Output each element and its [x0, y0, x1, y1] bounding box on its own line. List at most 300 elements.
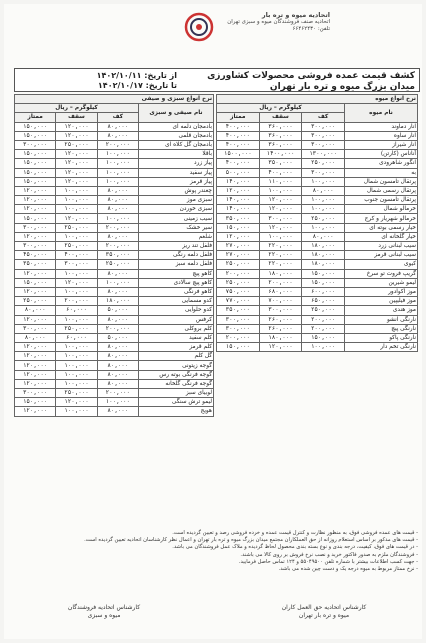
table-row [15, 150, 214, 159]
price-premium: ۱۵۰,۰۰۰ [217, 343, 260, 352]
table-row [15, 177, 214, 186]
price-premium: ۲۷۰,۰۰۰ [217, 251, 260, 260]
price-min: ۲۵۰,۰۰۰ [302, 159, 345, 168]
item-name: پرتقال تامسون جنوب [345, 196, 418, 205]
note-line: - فروشندگان ملزم به صدور فاکتور خرید و نصب نرخ فروش بر روی کالا می باشند. [240, 551, 418, 558]
price-min: ۸۰,۰۰۰ [97, 269, 138, 278]
price-premium: ۱۲۰,۰۰۰ [15, 361, 56, 370]
item-name: کلم قرمز [139, 343, 214, 352]
item-name: نارنگی پیچ [345, 324, 418, 333]
price-premium: ۷۷۰,۰۰۰ [217, 297, 260, 306]
item-name: خرمالو شمال [345, 205, 418, 214]
price-max: ۱۰۰,۰۰۰ [56, 315, 97, 324]
price-premium: ۱۲۰,۰۰۰ [15, 407, 56, 416]
price-max: ۳۰۰,۰۰۰ [56, 260, 97, 269]
price-premium: ۳۰۰,۰۰۰ [217, 315, 260, 324]
price-premium: ۴۵۰,۰۰۰ [15, 251, 56, 260]
sheet-title-block [175, 71, 415, 93]
table-row [15, 379, 214, 388]
item-name: سیب لبنانی قرمز [345, 251, 418, 260]
veg-col-min: کف [97, 113, 138, 122]
table-row [15, 343, 214, 352]
price-min: ۱۰۰,۰۰۰ [97, 159, 138, 168]
item-name: انگور شاهرودی [345, 159, 418, 168]
price-premium: ۳۰۰,۰۰۰ [15, 389, 56, 398]
table-row [15, 159, 214, 168]
sheet-title: کشف قیمت عمده فروشی محصولات کشاورزی [207, 71, 415, 81]
table-row [217, 333, 418, 342]
veg-col-premium: ممتاز [15, 113, 56, 122]
item-name: موز فیلیپین [345, 297, 418, 306]
table-row [15, 269, 214, 278]
table-row [15, 287, 214, 296]
table-row [217, 278, 418, 287]
price-max: ۲۲۰,۰۰۰ [259, 260, 302, 269]
table-row [15, 370, 214, 379]
price-premium: ۳۰۰,۰۰۰ [15, 140, 56, 149]
table-row [15, 196, 214, 205]
item-name: باقلا [139, 150, 214, 159]
price-max: ۱۰۰,۰۰۰ [56, 205, 97, 214]
price-max: ۴۰۰,۰۰۰ [56, 251, 97, 260]
item-name: سبزی خوردن [139, 205, 214, 214]
item-name: پیاز سفید [139, 168, 214, 177]
price-premium: ۲۵۰,۰۰۰ [15, 297, 56, 306]
table-row [217, 186, 418, 195]
price-premium: ۲۵۰,۰۰۰ [217, 278, 260, 287]
price-premium: ۱۲۰,۰۰۰ [15, 352, 56, 361]
table-row [15, 131, 214, 140]
note-line: - جهت کسب اطلاعات بیشتر با شماره تلفن ۵۵۰۴۹۵۰۰ و ۱۲۴ تماس حاصل فرمایید. [238, 558, 418, 565]
price-min: ۸۰,۰۰۰ [97, 370, 138, 379]
price-max: ۲۰۰,۰۰۰ [56, 297, 97, 306]
item-name: خرمالو شهریار و کرج [345, 214, 418, 223]
fruit-price-table [216, 94, 418, 352]
price-min: ۱۸۰,۰۰۰ [97, 297, 138, 306]
price-max: ۲۶۰,۰۰۰ [259, 324, 302, 333]
table-row [15, 278, 214, 287]
price-premium: ۱۵۰۰,۰۰۰ [217, 150, 260, 159]
table-row [217, 205, 418, 214]
table-row [15, 315, 214, 324]
price-max: ۱۰۰,۰۰۰ [56, 379, 97, 388]
price-max: ۱۲۰,۰۰۰ [56, 398, 97, 407]
item-name: لیمو ترش سنگی [139, 398, 214, 407]
price-min: ۱۸۰,۰۰۰ [302, 260, 345, 269]
price-min: ۳۰۰,۰۰۰ [302, 122, 345, 131]
table-row [217, 177, 418, 186]
note-line: - قیمت های عمده فروشی فوق، به منظور نظارت و کنترل قیمت عمده و خرده فروشی رصد و تعیین گردیده است. [172, 530, 418, 536]
to-date: ۱۴۰۲/۱۰/۱۷ [97, 81, 143, 90]
price-min: ۸۰,۰۰۰ [97, 361, 138, 370]
price-premium: ۱۴۰,۰۰۰ [217, 177, 260, 186]
table-row [217, 122, 418, 131]
item-name: سیب لبنانی زرد [345, 242, 418, 251]
fruit-col-premium: ممتاز [217, 113, 260, 122]
price-max: ۳۶۰,۰۰۰ [259, 122, 302, 131]
item-name: سیب زمینی [139, 214, 214, 223]
to-date-line [17, 81, 177, 91]
item-name: کاهو فرنگی [139, 287, 214, 296]
price-premium: ۱۲۰,۰۰۰ [15, 315, 56, 324]
price-max: ۲۵۰,۰۰۰ [56, 140, 97, 149]
org-line2: تلفن: ۶۶۴۶۲۴۳۰ [292, 26, 330, 32]
item-name: فلفل دلمه سبز [139, 260, 214, 269]
table-row [15, 232, 214, 241]
price-max: ۱۰۰,۰۰۰ [56, 361, 97, 370]
price-min: ۸۰,۰۰۰ [97, 131, 138, 140]
price-max: ۱۰۰,۰۰۰ [56, 407, 97, 416]
from-date: ۱۴۰۲/۱۰/۱۱ [96, 71, 142, 80]
price-premium: ۱۲۰,۰۰۰ [15, 232, 56, 241]
item-name: خیار گلخانه ای [345, 232, 418, 241]
table-row [217, 269, 418, 278]
price-min: ۱۰۰,۰۰۰ [97, 168, 138, 177]
item-name: چغندر پوش [139, 186, 214, 195]
price-min: ۱۰۰,۰۰۰ [302, 177, 345, 186]
price-min: ۸۰,۰۰۰ [97, 343, 138, 352]
org-line1: اتحادیه صنف فروشندگان میوه و سبزی تهران [227, 19, 330, 25]
price-min: ۵۰,۰۰۰ [97, 333, 138, 342]
table-row [15, 324, 214, 333]
price-min: ۸۰,۰۰۰ [97, 232, 138, 241]
price-premium: ۱۲۰,۰۰۰ [15, 343, 56, 352]
price-premium: ۱۵۰,۰۰۰ [15, 122, 56, 131]
price-premium: ۴۰۰,۰۰۰ [217, 131, 260, 140]
table-row [217, 260, 418, 269]
price-premium: ۸۰,۰۰۰ [15, 333, 56, 342]
price-min: ۸۰,۰۰۰ [97, 122, 138, 131]
price-max: ۱۲۰,۰۰۰ [56, 150, 97, 159]
price-max: ۲۵۰,۰۰۰ [56, 324, 97, 333]
price-premium: ۱۵۰,۰۰۰ [15, 177, 56, 186]
price-min: ۲۰۰,۰۰۰ [97, 242, 138, 251]
table-row [217, 140, 418, 149]
price-min: ۱۰۰,۰۰۰ [97, 398, 138, 407]
to-label: تا تاریخ: [145, 81, 177, 90]
table-row [217, 343, 418, 352]
price-min: ۲۰۰,۰۰۰ [97, 389, 138, 398]
item-name: سبزی موز [139, 196, 214, 205]
price-max: ۱۲۰,۰۰۰ [56, 177, 97, 186]
item-name: کلم بروکلی [139, 324, 214, 333]
org-header [210, 12, 330, 33]
fruit-col-max: سقف [259, 113, 302, 122]
price-max: ۱۱۰,۰۰۰ [259, 177, 302, 186]
table-row [15, 389, 214, 398]
price-max: ۱۰۰,۰۰۰ [56, 269, 97, 278]
price-min: ۸۰,۰۰۰ [97, 205, 138, 214]
table-row [217, 315, 418, 324]
vegetable-price-table [14, 94, 214, 417]
price-premium: ۲۵۰,۰۰۰ [217, 260, 260, 269]
price-min: ۱۰۰,۰۰۰ [97, 150, 138, 159]
table-row [217, 251, 418, 260]
item-name: هویج [139, 407, 214, 416]
price-premium: ۱۲۰,۰۰۰ [15, 370, 56, 379]
price-premium: ۳۵۰,۰۰۰ [217, 214, 260, 223]
table-row [15, 361, 214, 370]
price-premium: ۱۵۰,۰۰۰ [15, 159, 56, 168]
item-name: انار شیراز [345, 140, 418, 149]
price-max: ۲۲۰,۰۰۰ [259, 251, 302, 260]
price-max: ۱۲۰,۰۰۰ [56, 159, 97, 168]
price-min: ۱۵۰,۰۰۰ [302, 333, 345, 342]
table-row [15, 242, 214, 251]
price-min: ۶۰۰,۰۰۰ [302, 287, 345, 296]
price-min: ۸۰,۰۰۰ [97, 315, 138, 324]
item-name: پیاز زرد [139, 159, 214, 168]
price-min: ۸۰,۰۰۰ [97, 287, 138, 296]
price-min: ۱۸۰,۰۰۰ [302, 242, 345, 251]
item-name: پرتقال تامسون شمال [345, 177, 418, 186]
price-premium: ۲۰۰,۰۰۰ [217, 333, 260, 342]
item-name: گل کلم [139, 352, 214, 361]
price-min: ۱۰۰,۰۰۰ [302, 343, 345, 352]
price-min: ۲۵۰,۰۰۰ [302, 214, 345, 223]
table-row [15, 407, 214, 416]
item-name: کاهو پیچ سالادی [139, 278, 214, 287]
price-premium: ۱۵۰,۰۰۰ [15, 150, 56, 159]
table-row [15, 140, 214, 149]
price-premium: ۲۰۰,۰۰۰ [217, 269, 260, 278]
price-min: ۸۰,۰۰۰ [302, 232, 345, 241]
price-min: ۲۵۰,۰۰۰ [302, 306, 345, 315]
signature-left-title: کارشناس اتحادیه فروشندگان [67, 604, 141, 611]
price-max: ۱۲۰,۰۰۰ [56, 131, 97, 140]
item-name: کدو حلوایی [139, 306, 214, 315]
price-min: ۲۰۰,۰۰۰ [97, 223, 138, 232]
price-premium: ۱۵۰,۰۰۰ [15, 278, 56, 287]
table-row [217, 232, 418, 241]
item-name: کرفس [139, 315, 214, 324]
price-premium: ۴۰۰,۰۰۰ [217, 140, 260, 149]
price-max: ۴۰۰,۰۰۰ [259, 168, 302, 177]
fruit-col-min: کف [302, 113, 345, 122]
item-name: انار دماوند [345, 122, 418, 131]
price-sheet [4, 4, 422, 639]
table-row [217, 324, 418, 333]
price-premium: ۱۲۰,۰۰۰ [15, 196, 56, 205]
price-premium: ۴۰۰,۰۰۰ [217, 122, 260, 131]
price-max: ۱۲۰,۰۰۰ [56, 278, 97, 287]
price-max: ۲۵۰,۰۰۰ [56, 223, 97, 232]
table-row [15, 306, 214, 315]
item-name: بادمجان قلمی [139, 131, 214, 140]
table-row [217, 242, 418, 251]
price-min: ۲۵۰,۰۰۰ [97, 260, 138, 269]
price-premium: ۱۵۰,۰۰۰ [217, 223, 260, 232]
price-max: ۶۰,۰۰۰ [56, 306, 97, 315]
table-row [15, 214, 214, 223]
price-min: ۳۰۰,۰۰۰ [302, 168, 345, 177]
from-date-line [17, 71, 177, 81]
price-premium: ۳۰۰,۰۰۰ [217, 324, 260, 333]
price-min: ۳۰۰,۰۰۰ [302, 140, 345, 149]
price-premium: ۱۵۰,۰۰۰ [15, 398, 56, 407]
item-name: سیر خشک [139, 223, 214, 232]
org-name: اتحادیه میوه و تره بار [261, 11, 330, 19]
price-min: ۱۵۰,۰۰۰ [302, 269, 345, 278]
item-name: گوجه زیتونی [139, 361, 214, 370]
table-row [217, 297, 418, 306]
price-premium: ۱۲۰,۰۰۰ [217, 232, 260, 241]
price-max: ۲۵۰,۰۰۰ [56, 389, 97, 398]
price-max: ۲۵۰,۰۰۰ [56, 242, 97, 251]
sheet-subtitle: میدان بزرگ میوه و تره بار تهران [269, 82, 415, 92]
price-premium: ۱۴۰,۰۰۰ [217, 205, 260, 214]
price-min: ۱۰۰,۰۰۰ [302, 223, 345, 232]
table-row [15, 352, 214, 361]
signature-left [44, 604, 164, 620]
fruit-section-title: نرخ انواع میوه [217, 95, 418, 104]
price-max: ۱۴۰۰,۰۰۰ [259, 150, 302, 159]
price-max: ۱۰۰,۰۰۰ [56, 352, 97, 361]
price-max: ۱۲۰,۰۰۰ [259, 223, 302, 232]
price-min: ۸۰,۰۰۰ [97, 379, 138, 388]
table-row [15, 205, 214, 214]
price-premium: ۳۰۰,۰۰۰ [15, 223, 56, 232]
note-line: - در قیمت های فوق، کیفیت، درجه بندی و نوع بسته بندی محصول لحاظ گردیده و ملاک عمل فروشندگان می باشد. [172, 544, 418, 551]
price-max: ۱۲۰,۰۰۰ [259, 343, 302, 352]
price-max: ۱۸۰,۰۰۰ [259, 333, 302, 342]
price-max: ۳۶۰,۰۰۰ [259, 131, 302, 140]
price-premium: ۱۲۰,۰۰۰ [15, 186, 56, 195]
price-premium: ۳۰۰,۰۰۰ [15, 242, 56, 251]
item-name: انار ساوه [345, 131, 418, 140]
table-row [15, 297, 214, 306]
price-max: ۲۶۰,۰۰۰ [259, 315, 302, 324]
price-max: ۱۰۰,۰۰۰ [259, 186, 302, 195]
price-premium: ۲۷۰,۰۰۰ [217, 242, 260, 251]
item-name: فلفل تند ریز [139, 242, 214, 251]
price-premium: ۱۲۰,۰۰۰ [217, 186, 260, 195]
price-max: ۱۲۰,۰۰۰ [56, 214, 97, 223]
item-name: خیار رسمی بوته ای [345, 223, 418, 232]
table-row [217, 150, 418, 159]
fruit-col-name: نام میوه [345, 104, 418, 122]
price-min: ۲۰۰,۰۰۰ [97, 324, 138, 333]
price-max: ۱۲۰,۰۰۰ [259, 196, 302, 205]
table-row [217, 159, 418, 168]
table-row [15, 398, 214, 407]
item-name: نارنگی تخم دار [345, 343, 418, 352]
item-name: نارنگی انشو [345, 315, 418, 324]
date-range [17, 71, 177, 91]
item-name: پیاز قرمز [139, 177, 214, 186]
price-min: ۲۰۰,۰۰۰ [302, 315, 345, 324]
price-min: ۲۰۰,۰۰۰ [97, 140, 138, 149]
item-name: کلم سفید [139, 333, 214, 342]
price-min: ۱۰۰,۰۰۰ [97, 177, 138, 186]
price-min: ۱۰۰,۰۰۰ [97, 214, 138, 223]
veg-col-name: نام صیفی و سبزی [139, 104, 214, 122]
item-name: کاهو پیچ [139, 269, 214, 278]
table-row [217, 214, 418, 223]
table-row [217, 287, 418, 296]
item-name: کدو مسمایی [139, 297, 214, 306]
price-max: ۶۰,۰۰۰ [56, 333, 97, 342]
price-min: ۸۰,۰۰۰ [97, 352, 138, 361]
item-name: گوجه فرنگی بوته رس [139, 370, 214, 379]
signature-right-sub: میوه و تره بار تهران [298, 612, 350, 619]
price-max: ۱۰۰,۰۰۰ [56, 343, 97, 352]
note-line: - قیمت های مذکور بر اساس استعلام روزانه از حق العملکاران مجتمع میدان بزرگ میوه و تره بار تهران و اعمال نظر کارشناسان اتحادیه تعیین گردیده است. [84, 537, 418, 544]
item-name: موز هندی [345, 306, 418, 315]
price-min: ۶۵۰,۰۰۰ [302, 297, 345, 306]
price-min: ۱۳۰۰,۰۰۰ [302, 150, 345, 159]
veg-section-title: نرخ انواع سبزی و صیفی [15, 95, 214, 104]
item-name: فلفل دلمه رنگی [139, 251, 214, 260]
veg-col-max: سقف [56, 113, 97, 122]
price-premium: ۵۰۰,۰۰۰ [217, 168, 260, 177]
price-min: ۱۰۰,۰۰۰ [302, 205, 345, 214]
price-premium: ۳۵۰,۰۰۰ [15, 260, 56, 269]
price-max: ۱۲۰,۰۰۰ [259, 205, 302, 214]
price-min: ۸۰,۰۰۰ [97, 407, 138, 416]
table-row [217, 306, 418, 315]
price-max: ۳۰۰,۰۰۰ [259, 306, 302, 315]
price-min: ۱۸۰,۰۰۰ [302, 251, 345, 260]
price-max: ۱۰۰,۰۰۰ [56, 287, 97, 296]
item-name: آناناس (کارتن) [345, 150, 418, 159]
price-premium: ۱۵۰,۰۰۰ [15, 168, 56, 177]
item-name: نارنگی پاکو [345, 333, 418, 342]
price-max: ۶۸۰,۰۰۰ [259, 287, 302, 296]
fruit-unit: کیلوگرم – ریال [217, 104, 345, 113]
veg-unit: کیلوگرم – ریال [15, 104, 139, 113]
price-premium: ۳۰۰,۰۰۰ [15, 324, 56, 333]
price-max: ۱۸۰,۰۰۰ [259, 269, 302, 278]
item-name: گوجه فرنگی گلخانه [139, 379, 214, 388]
signature-left-sub: میوه و سبزی [87, 612, 121, 619]
price-max: ۱۰۰,۰۰۰ [56, 370, 97, 379]
price-min: ۱۰۰,۰۰۰ [97, 278, 138, 287]
from-label: از تاریخ: [144, 71, 177, 80]
table-row [15, 333, 214, 342]
price-premium: ۱۲۰,۰۰۰ [15, 287, 56, 296]
signature-right [254, 604, 394, 620]
price-max: ۱۲۰,۰۰۰ [56, 122, 97, 131]
price-min: ۲۰۰,۰۰۰ [302, 324, 345, 333]
price-max: ۳۰۰,۰۰۰ [259, 214, 302, 223]
price-max: ۱۰۰,۰۰۰ [56, 232, 97, 241]
price-premium: ۸۰,۰۰۰ [15, 306, 56, 315]
item-name: شلغم [139, 232, 214, 241]
price-min: ۸۰,۰۰۰ [302, 186, 345, 195]
note-line: - نرخ ممتاز مربوط به میوه درجه یک و دست چین شده می باشد. [278, 566, 418, 573]
price-min: ۸۰,۰۰۰ [97, 196, 138, 205]
table-row [15, 223, 214, 232]
price-min: ۵۰,۰۰۰ [97, 306, 138, 315]
item-name: کیوی [345, 260, 418, 269]
price-premium: ۳۵۰,۰۰۰ [217, 306, 260, 315]
price-max: ۳۵۰,۰۰۰ [259, 159, 302, 168]
item-name: لیمو شیرین [345, 278, 418, 287]
price-max: ۲۲۰,۰۰۰ [259, 242, 302, 251]
table-row [15, 251, 214, 260]
table-row [217, 168, 418, 177]
price-max: ۱۲۰,۰۰۰ [56, 168, 97, 177]
signature-right-title: کارشناس اتحادیه حق العمل کاران [281, 604, 367, 611]
price-premium: ۷۵۰,۰۰۰ [217, 287, 260, 296]
price-min: ۸۰,۰۰۰ [97, 186, 138, 195]
price-premium: ۴۰۰,۰۰۰ [217, 159, 260, 168]
table-row [15, 186, 214, 195]
sheet-header [14, 68, 420, 92]
price-premium: ۱۲۰,۰۰۰ [15, 379, 56, 388]
price-max: ۱۰۰,۰۰۰ [259, 232, 302, 241]
